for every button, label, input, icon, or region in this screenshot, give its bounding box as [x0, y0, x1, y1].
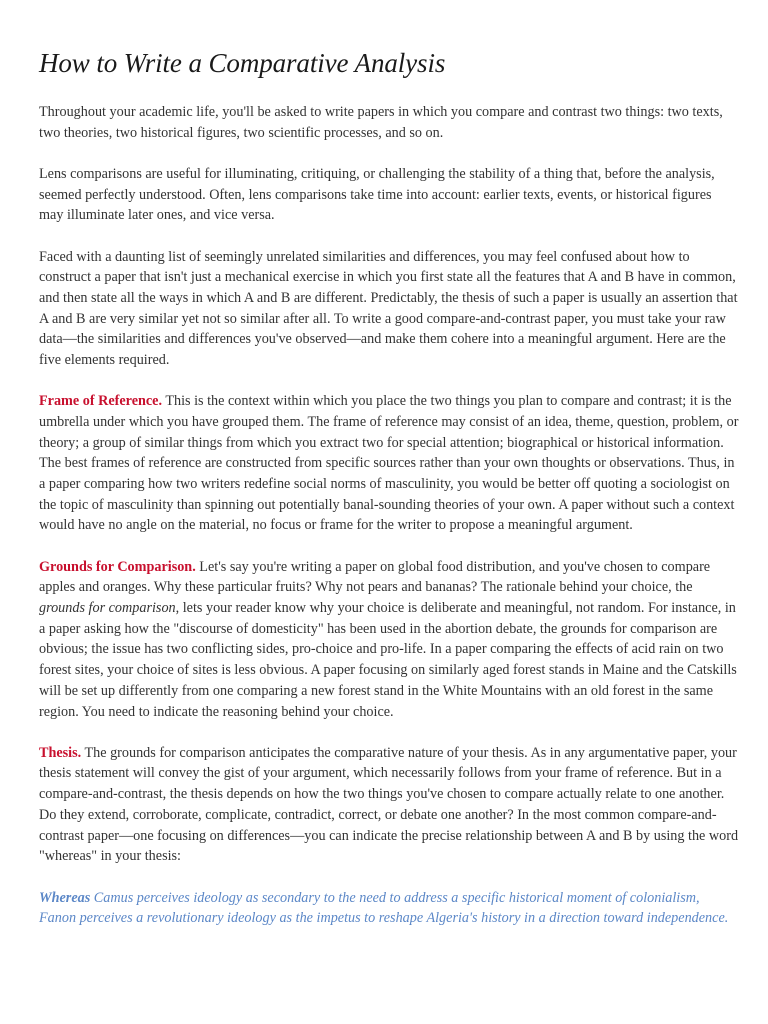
frame-of-reference-body: This is the context within which you place the two things you plan to compare and contrast; it is the umbrella under which you have grouped them. The frame of reference may consist of an idea, theme, question, problem, or theory; a group of similar things from which you extract two for special attention; biographical or historical information. The best frames of reference are constructed from specific sources rather than your own thoughts or observations. Thus, in a paper comparing how two writers redefine social norms of masculinity, you would be better off quoting a sociologist on the topic of masculinity than spinning out potentially banal-sounding theories of your own. A paper without such a context would have no angle on the material, no focus or frame for the writer to propose a meaningful argument. [39, 393, 739, 534]
document-page [39, 46, 739, 949]
intro-paragraph: Throughout your academic life, you'll be asked to write papers in which you compare and contrast two things: two texts, two theories, two historical figures, two scientific processes, and so on. [39, 104, 723, 141]
thesis-paragraph [39, 743, 739, 867]
thesis-body: The grounds for comparison anticipates the comparative nature of your thesis. As in any argumentative paper, your thesis statement will convey the gist of your argument, which necessarily follows from your frame of reference. But in a compare-and-contrast, the thesis depends on how the two things you've chosen to compare actually relate to one another. Do they extend, corroborate, complicate, contradict, correct, or debate one another? In the most common compare-and-contrast paper—one focusing on differences—you can indicate the precise relationship between A and B by using the word "whereas" in your thesis: [39, 744, 739, 865]
grounds-for-comparison-paragraph [39, 557, 739, 723]
grounds-for-comparison-heading: Grounds for Comparison. [39, 558, 196, 575]
grounds-body-part-2: , lets your reader know why your choice is deliberate and meaningful, not random. For instance, in a paper asking how the "discourse of domesticity" has been used in the abortion debate, the grounds for comparison are obvious; the issue has two conflicting sides, pro-choice and pro-life. In a paper comparing the effects of acid rain on two forest sites, your choice of sites is less obvious. A paper focusing on similarly aged forest stands in Maine and the Catskills will be set up differently from one comparing a new forest stand in the White Mountains with an old forest in the same region. You need to indicate the reasoning behind your choice. [39, 600, 737, 720]
frame-of-reference-heading: Frame of Reference. [39, 393, 163, 410]
thesis-example-quote [39, 888, 739, 929]
thesis-example-body: Camus perceives ideology as secondary to the need to address a specific historical moment of colonialism, Fanon perceives a revolutionary ideology as the impetus to reshape Algeria's history in a direction toward independence. [39, 889, 729, 927]
page-title: How to Write a Comparative Analysis [39, 48, 446, 78]
grounds-emphasis: grounds for comparison [39, 600, 176, 617]
lens-paragraph: Lens comparisons are useful for illuminating, critiquing, or challenging the stability of a thing that, before the analysis, seemed perfectly understood. Often, lens comparisons take time into account: earlier texts, events, or historical figures may illuminate later ones, and vice versa. [39, 165, 715, 224]
frame-of-reference-paragraph [39, 391, 739, 536]
grounds-body-part-1: Let's say you're writing a paper on global food distribution, and you've chosen to compare apples and oranges. Why these particular fruits? Why not pears and bananas? The rationale behind your choice, the [39, 558, 711, 596]
thesis-example-lead: Whereas [39, 889, 91, 906]
thesis-heading: Thesis. [39, 744, 82, 761]
faced-paragraph: Faced with a daunting list of seemingly unrelated similarities and differences, you may feel confused about how to construct a paper that isn't just a mechanical exercise in which you first state all the features that A and B have in common, and then state all the ways in which A and B are different. Predictably, the thesis of such a paper is usually an assertion that A and B are very similar yet not so similar after all. To write a good compare-and-contrast paper, you must take your raw data—the similarities and differences you've observed—and make them cohere into a meaningful argument. Here are the five elements required. [39, 248, 738, 369]
